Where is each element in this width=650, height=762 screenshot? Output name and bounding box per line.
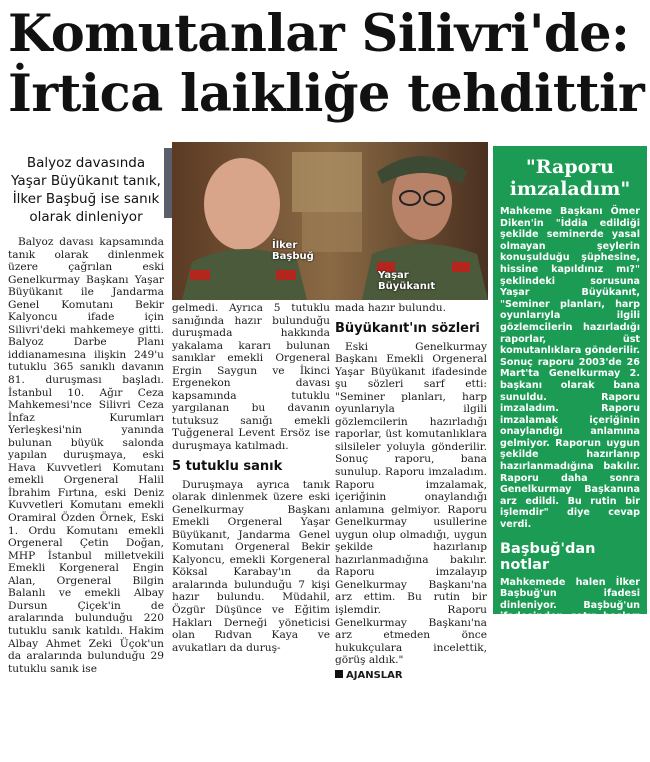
column-3-subtitle: Büyükanıt'ın sözleri <box>335 320 480 336</box>
column-1 <box>8 236 164 675</box>
column-2-subtitle: 5 tutuklu sanık <box>172 458 283 474</box>
column-2-paragraph-2: Duruşmaya ayrıca tanık olarak dinlenmek üzere eski Genelkurmay Başkanı Emekli Orgeneral Yaşar Büyükanıt, Jandarma Genel Komutanı Orgeneral Bekir Kalyoncu, emekli Korgeneral Köksal Karabay'ın da aralarında bulunduğu 7 kişi hazır bulundu. Müdahil, Özgür Düşünce ve Eğitim Hakları Derneği yöneticisi olan Rıdvan Kaya ve avukatları da duruş- <box>172 478 330 654</box>
column-3-paragraph-0: mada hazır bulundu. <box>335 302 446 314</box>
source-line <box>335 669 487 683</box>
subhead: Balyoz davasında Yaşar Büyükanıt tanık, İlker Başbuğ ise sanık olarak dinleniyor <box>11 155 161 225</box>
headline-line-2: İrtica laikliğe tehdittir <box>8 64 645 124</box>
column-2-paragraph-1: gelmedi. Ayrıca 5 tutuklu sanığında hazır bulunduğu duruşmada hakkında yakalama kararı bulunan sanıklar emekli Orgeneral Ergin Saygun ve İkinci Ergenekon davası kapsamında tutuklu yargılanan bu davanın tutuksuz sanığı emekli Tuğgeneral Levent Ersöz ise duruşmaya katılmadı. <box>172 302 330 453</box>
source-square-icon <box>335 670 343 678</box>
column-3 <box>335 302 487 681</box>
column-3-paragraph-1: Eski Genelkurmay Başkanı Emekli Orgeneral Yaşar Büyükanıt ifadesinde şu sözleri sarf etti: "Seminer planları, harp oyunlarıyla ilgili gözlemcilerin hazırladığı raporlar, üst komutanlıklara silsileler yoluyla gönderilir. Sonuç raporu, bana sunulup. Raporu imzaladım. Raporu imzalamak, içeriğinin onaylandığı anlamına gelmiyor. Raporu Genelkurmay usullerine uygun olup olmadığı, uygun şekilde hazırlanıp hazırlanmadığına bakılır. Raporu imzalayıp Genelkurmay Başkanı'na arz ettim. Bu rutin bir işlemdir. Raporu Genelkurmay Başkanı'na arz etmeden önce hukukçulara incelettik, görüş aldık." <box>335 340 487 667</box>
source-label: AJANSLAR <box>346 669 403 681</box>
column-2 <box>172 302 330 654</box>
sidebar-notes-title: Başbuğ'dan notlar <box>500 540 596 573</box>
caption-left: İlker Başbuğ <box>272 240 314 262</box>
column-1-paragraph: Balyoz davası kapsamında tanık olarak dinlenmek üzere çağrılan eski Genelkurmay Başkanı Yaşar Büyükanıt ile Jandarma Genel Komutanı Bekir Kalyoncu ifade için Silivri'deki mahkemeye gitti. Balyoz Darbe Planı iddianamesına ilişkin 249'u tutuklu 365 sanıklı davanın 81. duruşması başladı. İstanbul 10. Ağır Ceza Mahkemesi'nce Silivri Ceza İnfaz Kurumları Yerleşkesi'nin yanında bulunan büyük salonda yapılan duruşmaya, eski Hava Kuvvetleri Komutanı emekli Orgeneral Halil İbrahim Fırtına, eski Deniz Kuvvetleri Komutanı emekli Oramiral Özden Örnek, Eski 1. Ordu Komutanı emekli Orgeneral Çetin Doğan, MHP İstanbul milletvekili Emekli Korgeneral Engin Alan, Orgeneral Bilgin Balanlı ve emekli Albay Dursun Çiçek'in de aralarında bulunduğu 220 tutuklu sanık katıldı. Hakim Albay Ahmet Zeki Üçok'un da aralarında bulunduğu 29 tutuklu sanık ise <box>8 236 164 675</box>
headline <box>8 4 648 124</box>
accent-bar <box>164 148 172 218</box>
sidebar-text-2: Mahkemede halen İlker Başbuğ'un ifadesi dinleniyor. Başbuğ'un ifadesinden satır başları şu şekilde; "TSK Genelkurmay Başkanlığı'nın göstergesidir. Genelkurmay Başkanlığı hiçbir zaman yalan söylemez. Bazı bilgiler eksik, yanlış olabilir ama kesinlikle yalan söylemez. Plan seminer, tatbikatlar programının bir gereğidir." <box>500 576 640 762</box>
photo-generals <box>172 142 488 300</box>
headline-line-1: Komutanlar Silivri'de: <box>8 4 630 64</box>
caption-right: Yaşar Büyükanıt <box>378 270 436 292</box>
sidebar-text-1: Mahkeme Başkanı Ömer Diken'in "İddia edildiği şekilde seminerde yasal olmayan şeylerin konuşulduğu şüphesine, hissine kapıldınız mı?" şeklindeki sorusuna Yaşar Büyükanıt, "Seminer planları, harp oyunlarıyla ilgili gözlemcilerin hazırladığı raporlar, üst komutanlıklara gönderilir. Sonuç raporu 2003'de 26 Mart'ta Genelkurmay 2. başkanı olarak bana sunuldu. Raporu imzaladım. Raporu imzalamak içeriğinin onaylandığı anlamına gelmiyor. Raporun uygun şekilde hazırlanıp hazırlanmadığına bakılır. Raporu daha sonra Genelkurmay Başkanına arz edildi. Bu rutin bir işlemdir" diye cevap verdi. <box>500 206 640 531</box>
sidebar-title: "Raporu imzaladım" <box>509 156 631 200</box>
sidebar-box <box>493 146 647 762</box>
photo-illustration <box>172 142 488 300</box>
